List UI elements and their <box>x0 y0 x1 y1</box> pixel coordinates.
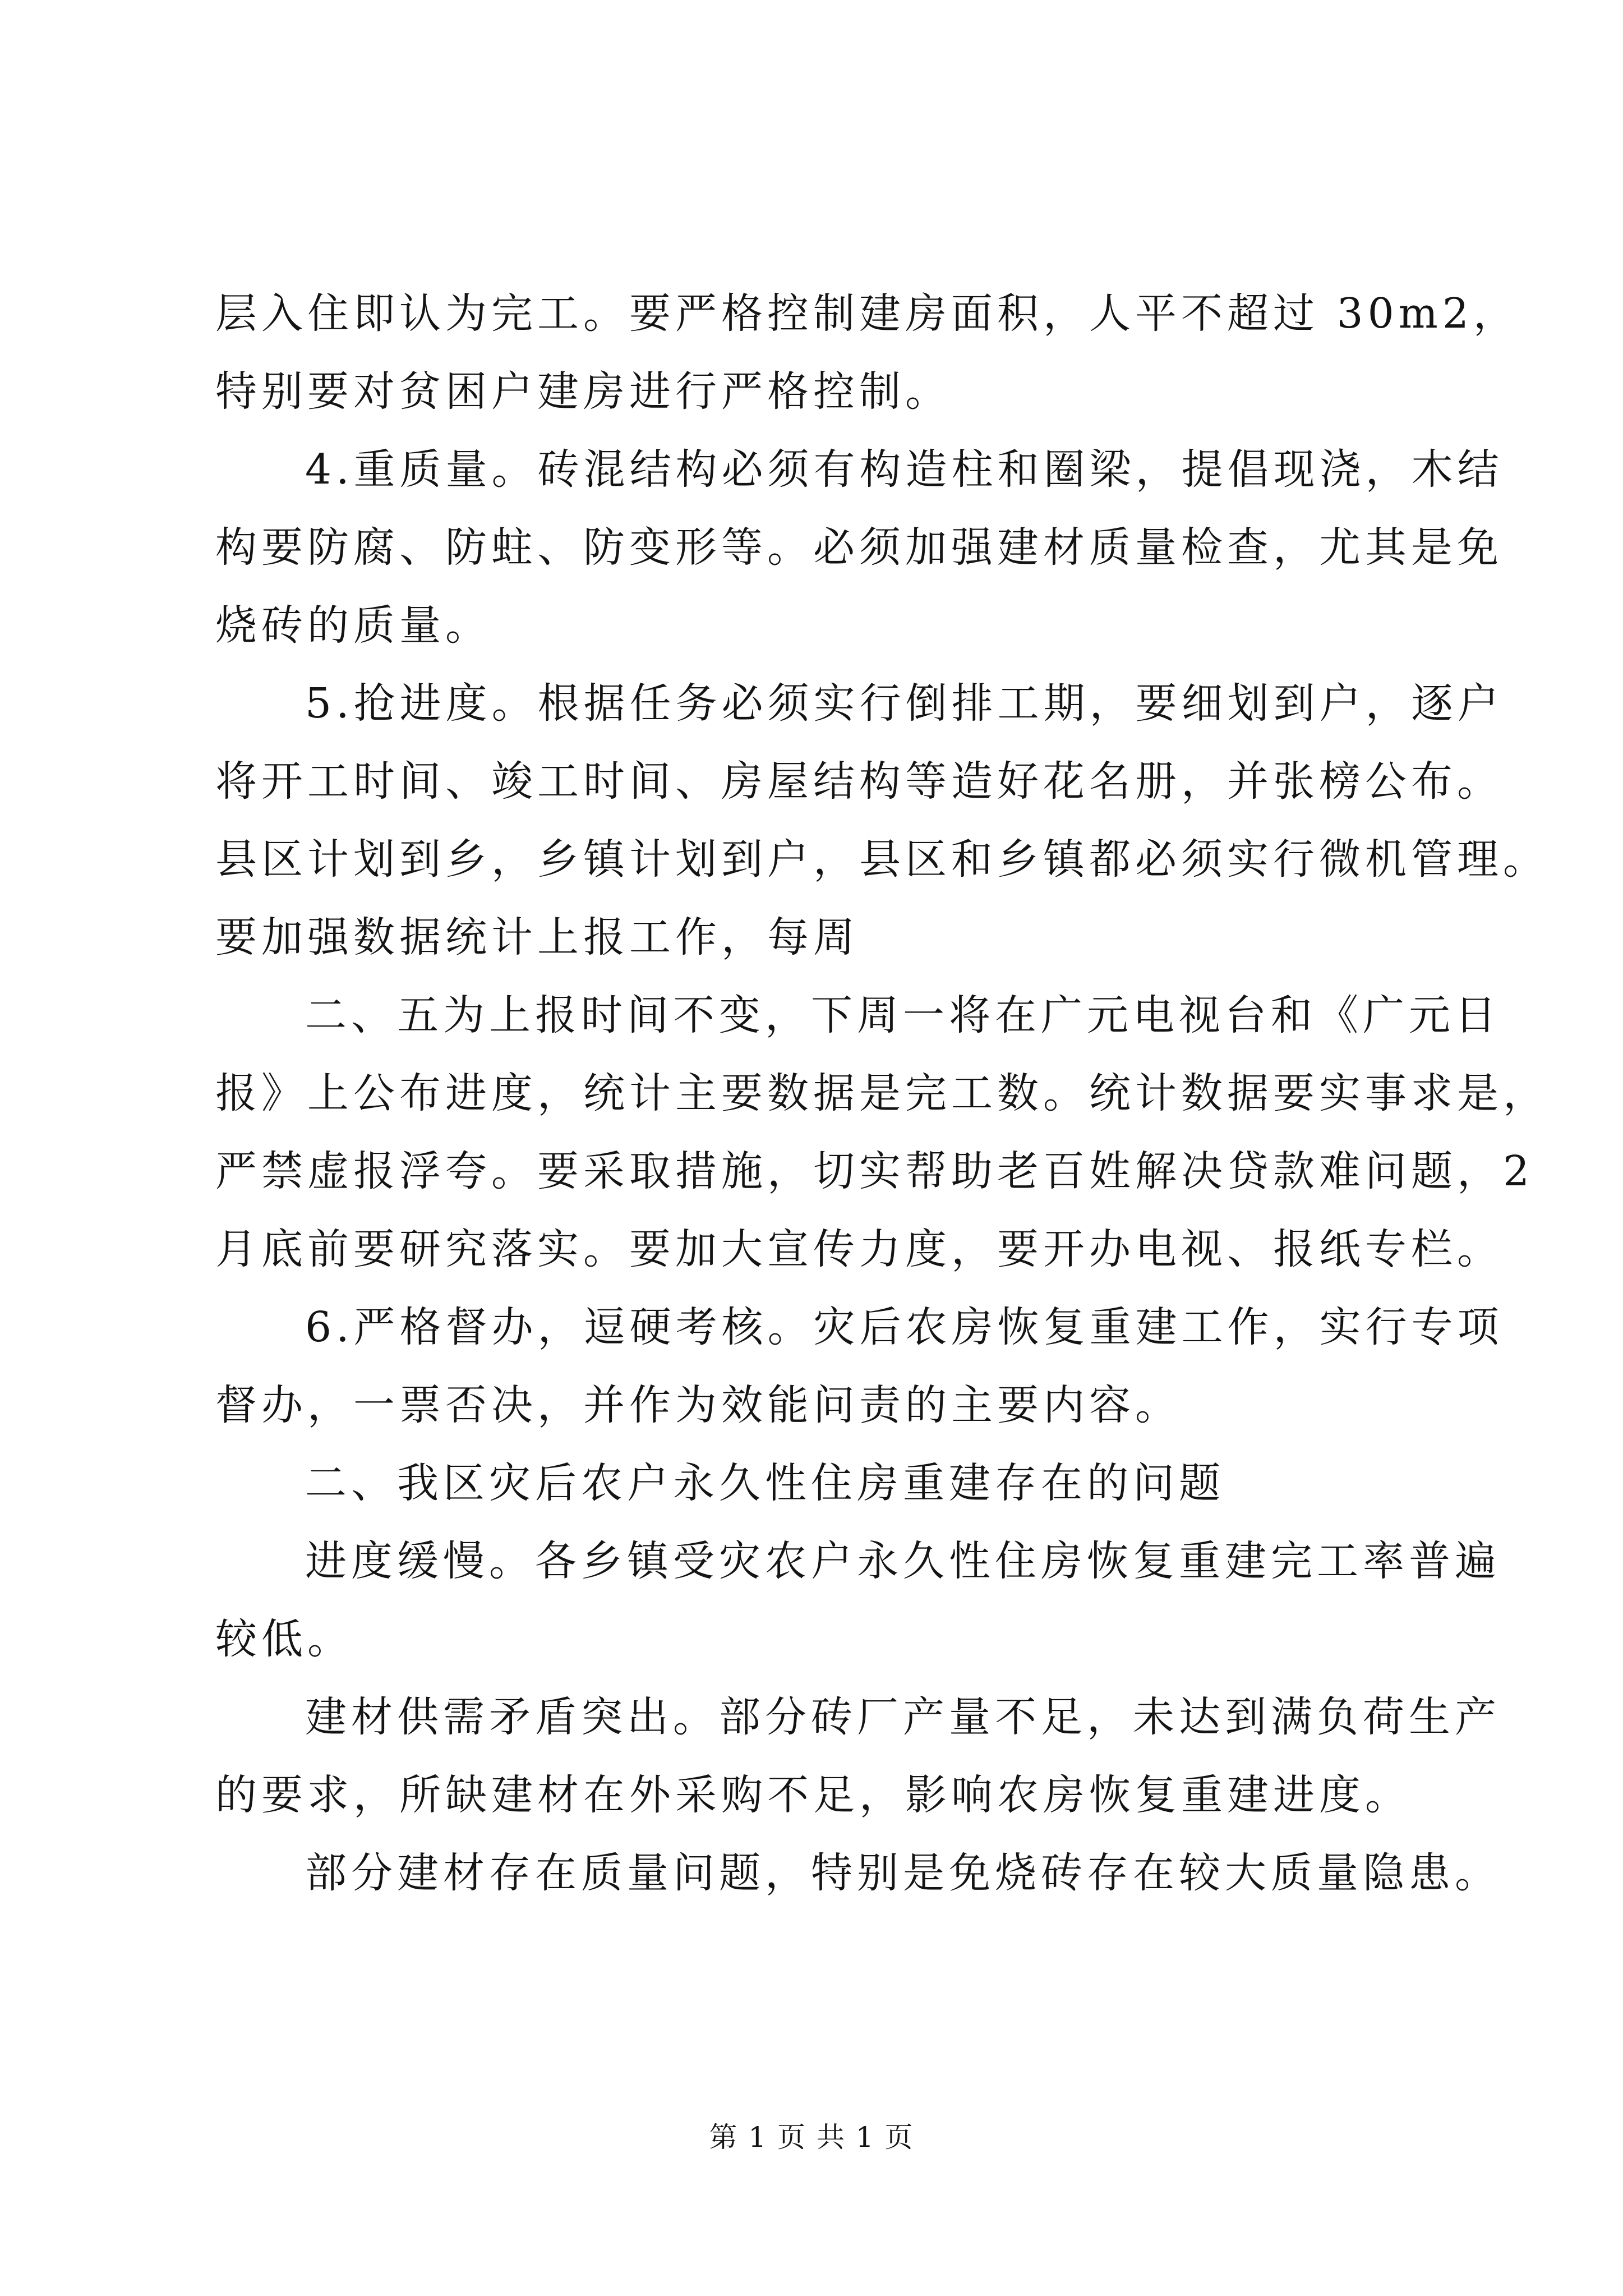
text-line: 6.严格督办，逗硬考核。灾后农房恢复重建工作，实行专项 <box>305 1303 1504 1351</box>
text-line: 二、我区灾后农户永久性住房重建存在的问题 <box>305 1459 1225 1507</box>
text-line: 的要求，所缺建材在外采购不足，影响农房恢复重建进度。 <box>215 1771 1411 1819</box>
text-line: 二、五为上报时间不变，下周一将在广元电视台和《广元日 <box>305 991 1501 1039</box>
text-line: 月底前要研究落实。要加大宣传力度，要开办电视、报纸专栏。 <box>215 1225 1503 1273</box>
text-line: 烧砖的质量。 <box>215 601 491 650</box>
text-line: 构要防腐、防蛀、防变形等。必须加强建材质量检查，尤其是免 <box>215 523 1503 572</box>
text-line: 县区计划到乡，乡镇计划到户，县区和乡镇都必须实行微机管理。 <box>215 835 1549 884</box>
text-line: 要加强数据统计上报工作，每周 <box>215 913 859 961</box>
text-line: 部分建材存在质量问题，特别是免烧砖存在较大质量隐患。 <box>305 1849 1501 1897</box>
text-line: 将开工时间、竣工时间、房屋结构等造好花名册，并张榜公布。 <box>215 757 1503 806</box>
text-line: 较低。 <box>215 1615 353 1663</box>
text-line: 建材供需矛盾突出。部分砖厂产量不足，未达到满负荷生产 <box>305 1693 1501 1741</box>
text-line: 5.抢进度。根据任务必须实行倒排工期，要细划到户，逐户 <box>305 679 1504 728</box>
text-line: 特别要对贫困户建房进行严格控制。 <box>215 367 951 416</box>
page-footer: 第 1 页 共 1 页 <box>709 2121 914 2154</box>
text-line: 4.重质量。砖混结构必须有构造柱和圈梁，提倡现浇，木结 <box>305 445 1504 494</box>
document-body <box>215 275 1549 1912</box>
text-line: 严禁虚报浮夸。要采取措施，切实帮助老百姓解决贷款难问题，2 <box>215 1147 1534 1195</box>
text-line: 报》上公布进度，统计主要数据是完工数。统计数据要实事求是， <box>215 1069 1549 1117</box>
text-line: 层入住即认为完工。要严格控制建房面积，人平不超过 30m2， <box>215 289 1519 338</box>
text-line: 进度缓慢。各乡镇受灾农户永久性住房恢复重建完工率普遍 <box>305 1537 1501 1585</box>
text-line: 督办，一票否决，并作为效能问责的主要内容。 <box>215 1381 1181 1429</box>
